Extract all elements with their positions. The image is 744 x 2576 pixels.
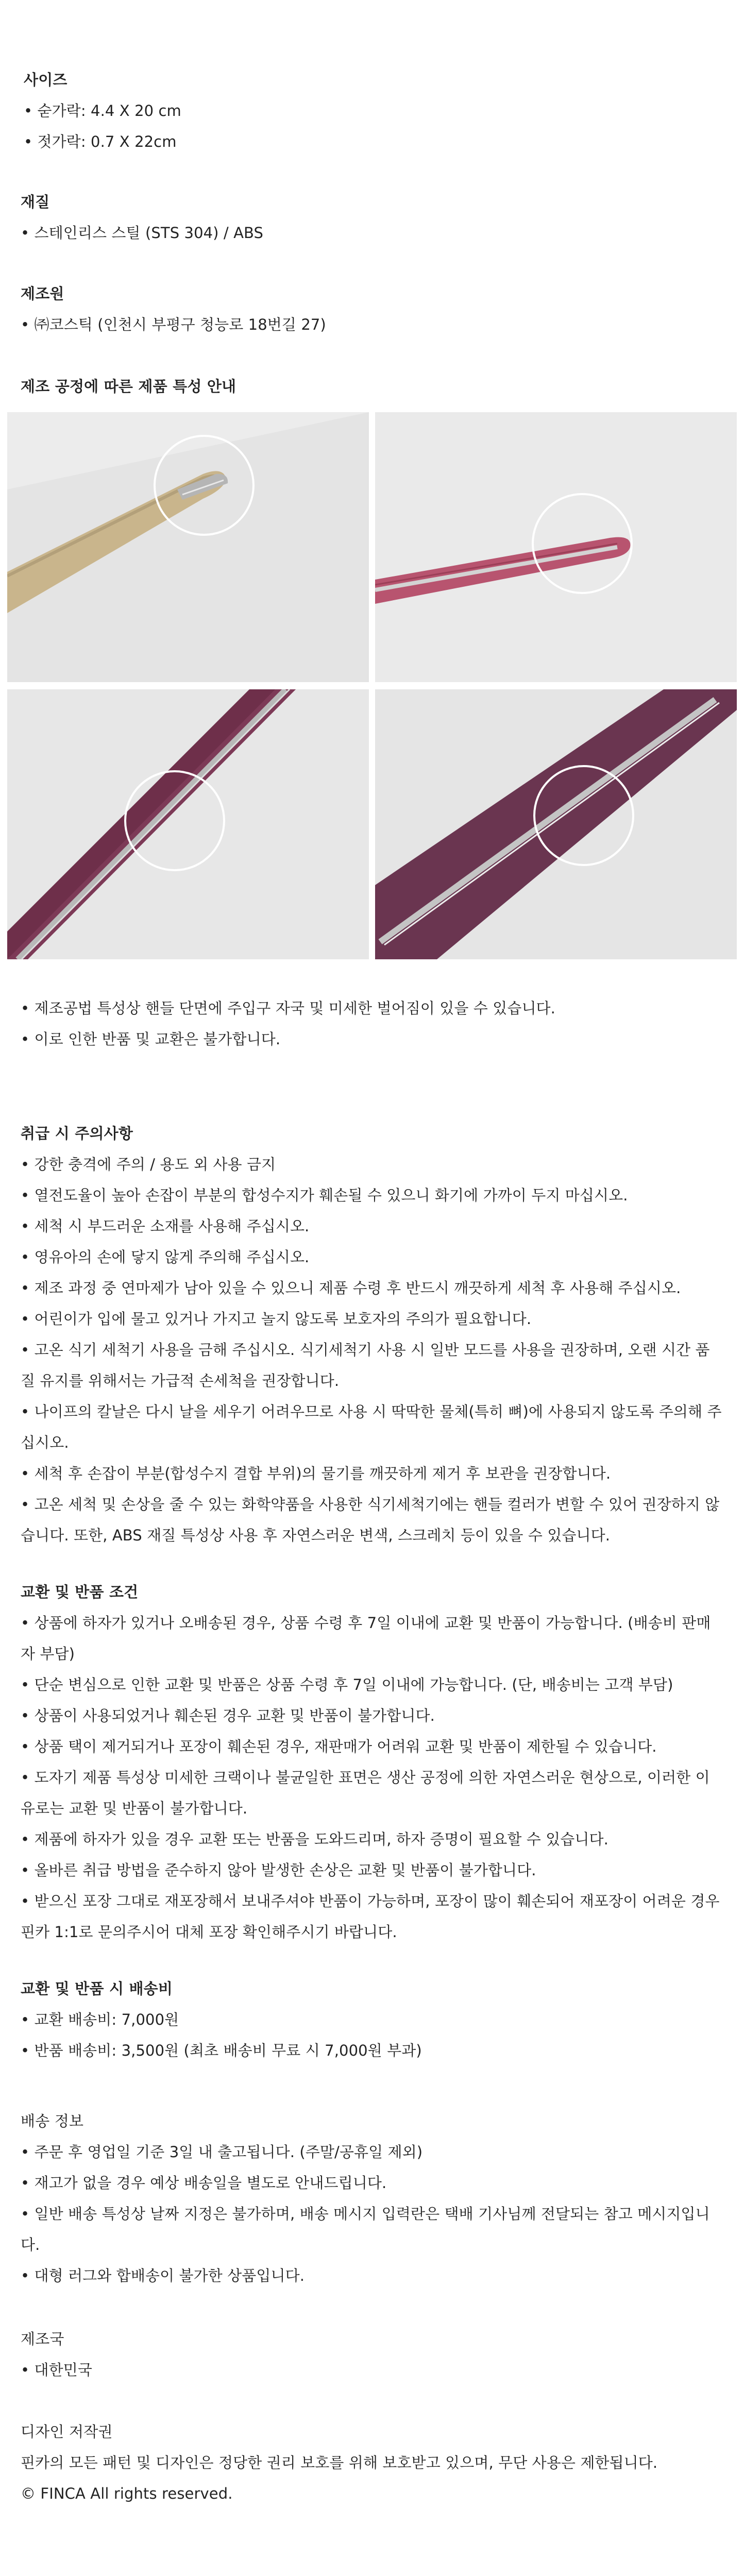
- handling-item: • 어린이가 입에 물고 있거나 가지고 놀지 않도록 보호자의 주의가 필요합니다.: [21, 1310, 532, 1328]
- material-item: • 스테인리스 스틸 (STS 304) / ABS: [21, 224, 264, 242]
- photo-handle-seam-plum: [375, 689, 737, 959]
- handling-item: • 세척 후 손잡이 부분(합성수지 결합 부위)의 물기를 깨끗하게 제거 후 보관을 권장합니다.: [21, 1465, 611, 1482]
- exchange-conditions-item: • 상품에 하자가 있거나 오배송된 경우, 상품 수령 후 7일 이내에 교환 및 반품이 가능합니다. (배송비 판매자 부담): [21, 1614, 711, 1663]
- handling-item: • 강한 충격에 주의 / 용도 외 사용 금지: [21, 1156, 276, 1173]
- handling-section: [21, 1118, 723, 1551]
- copyright-text: 핀카의 모든 패턴 및 디자인은 정당한 권리 보호를 위해 보호받고 있으며, 무단 사용은 제한됩니다.: [21, 2454, 658, 2471]
- exchange-conditions-section: [21, 1577, 723, 1947]
- handling-item: • 제조 과정 중 연마제가 남아 있을 수 있으니 제품 수령 후 반드시 깨끗하게 세척 후 사용해 주십시오.: [21, 1279, 681, 1297]
- size-section: [24, 64, 723, 157]
- process-notice-list: [21, 993, 723, 1055]
- exchange-conditions-item: • 도자기 제품 특성상 미세한 크랙이나 불균일한 표면은 생산 공정에 의한 자연스러운 현상으로, 이러한 이유로는 교환 및 반품이 불가합니다.: [21, 1769, 710, 1817]
- material-section: [21, 187, 723, 248]
- size-item-chopsticks: • 젓가락: 0.7 X 22cm: [24, 133, 177, 150]
- process-notice-title: 제조 공정에 따른 제품 특성 안내: [21, 378, 236, 395]
- shipping-info-title: 배송 정보: [21, 2112, 84, 2130]
- photo-handle-seam-purple: [7, 689, 369, 959]
- origin-section: [21, 2324, 723, 2385]
- manufacturer-title: 제조원: [21, 285, 64, 302]
- shipping-fees-title: 교환 및 반품 시 배송비: [21, 1980, 173, 1997]
- copyright-section: [21, 2416, 723, 2509]
- handling-item: • 열전도율이 높아 손잡이 부분의 합성수지가 훼손될 수 있으니 화기에 가까이 두지 마십시오.: [21, 1187, 628, 1204]
- handling-item: • 고온 세척 및 손상을 줄 수 있는 화학약품을 사용한 식기세척기에는 핸들 컬러가 변할 수 있어 권장하지 않습니다. 또한, ABS 재질 특성상 사용 후 자연스러운 변색, 스크레치 등이 있을 수 있습니다.: [21, 1496, 720, 1544]
- manufacturer-section: [21, 278, 723, 340]
- size-item-spoon: • 숟가락: 4.4 X 20 cm: [24, 102, 181, 120]
- process-notice-heading: [21, 371, 723, 402]
- exchange-conditions-title: 교환 및 반품 조건: [21, 1583, 139, 1601]
- product-photo-grid: [7, 412, 737, 959]
- shipping-info-item: • 일반 배송 특성상 날짜 지정은 불가하며, 배송 메시지 입력란은 택배 기사님께 전달되는 참고 메시지입니다.: [21, 2205, 710, 2253]
- photo-spoon-end-beige: [7, 412, 369, 682]
- shipping-info-item: • 주문 후 영업일 기준 3일 내 출고됩니다. (주말/공휴일 제외): [21, 2143, 423, 2161]
- exchange-conditions-item: • 받으신 포장 그대로 재포장해서 보내주셔야 반품이 가능하며, 포장이 많이 훼손되어 재포장이 어려운 경우 핀카 1:1로 문의주시어 대체 포장 확인해주시기 바랍니다.: [21, 1892, 720, 1941]
- shipping-fees-section: [21, 1973, 723, 2066]
- handling-item: • 나이프의 칼날은 다시 날을 세우기 어려우므로 사용 시 딱딱한 물체(특히 뼈)에 사용되지 않도록 주의해 주십시오.: [21, 1403, 722, 1451]
- photo-chopstick-end-pink: [375, 412, 737, 682]
- copyright-notice: © FINCA All rights reserved.: [21, 2485, 233, 2502]
- origin-title: 제조국: [21, 2330, 64, 2348]
- exchange-conditions-item: • 상품 택이 제거되거나 포장이 훼손된 경우, 재판매가 어려워 교환 및 반품이 제한될 수 있습니다.: [21, 1738, 657, 1755]
- handling-item: • 세척 시 부드러운 소재를 사용해 주십시오.: [21, 1217, 310, 1235]
- shipping-info-item: • 대형 러그와 합배송이 불가한 상품입니다.: [21, 2267, 305, 2284]
- process-notice-item: • 제조공법 특성상 핸들 단면에 주입구 자국 및 미세한 벌어짐이 있을 수 있습니다.: [21, 999, 555, 1017]
- shipping-info-item: • 재고가 없을 경우 예상 배송일을 별도로 안내드립니다.: [21, 2174, 387, 2192]
- size-title: 사이즈: [24, 71, 67, 89]
- material-title: 재질: [21, 193, 50, 211]
- handling-item: • 고온 식기 세척기 사용을 금해 주십시오. 식기세척기 사용 시 일반 모드를 사용을 권장하며, 오랜 시간 품질 유지를 위해서는 가급적 손세척을 권장합니다.: [21, 1341, 710, 1389]
- copyright-title: 디자인 저작권: [21, 2423, 113, 2441]
- handling-item: • 영유아의 손에 닿지 않게 주의해 주십시오.: [21, 1248, 310, 1266]
- exchange-conditions-item: • 제품에 하자가 있을 경우 교환 또는 반품을 도와드리며, 하자 증명이 필요할 수 있습니다.: [21, 1831, 608, 1848]
- shipping-fees-item: • 반품 배송비: 3,500원 (최초 배송비 무료 시 7,000원 부과): [21, 2042, 422, 2059]
- exchange-conditions-item: • 올바른 취급 방법을 준수하지 않아 발생한 손상은 교환 및 반품이 불가합니다.: [21, 1861, 536, 1879]
- handling-title: 취급 시 주의사항: [21, 1125, 133, 1142]
- manufacturer-item: • ㈜코스틱 (인천시 부평구 청능로 18번길 27): [21, 316, 326, 333]
- process-notice-item: • 이로 인한 반품 및 교환은 불가합니다.: [21, 1030, 281, 1048]
- exchange-conditions-item: • 상품이 사용되었거나 훼손된 경우 교환 및 반품이 불가합니다.: [21, 1707, 435, 1724]
- origin-item: • 대한민국: [21, 2361, 92, 2379]
- shipping-fees-item: • 교환 배송비: 7,000원: [21, 2011, 179, 2028]
- exchange-conditions-item: • 단순 변심으로 인한 교환 및 반품은 상품 수령 후 7일 이내에 가능합니다. (단, 배송비는 고객 부담): [21, 1676, 673, 1693]
- shipping-info-section: [21, 2106, 723, 2291]
